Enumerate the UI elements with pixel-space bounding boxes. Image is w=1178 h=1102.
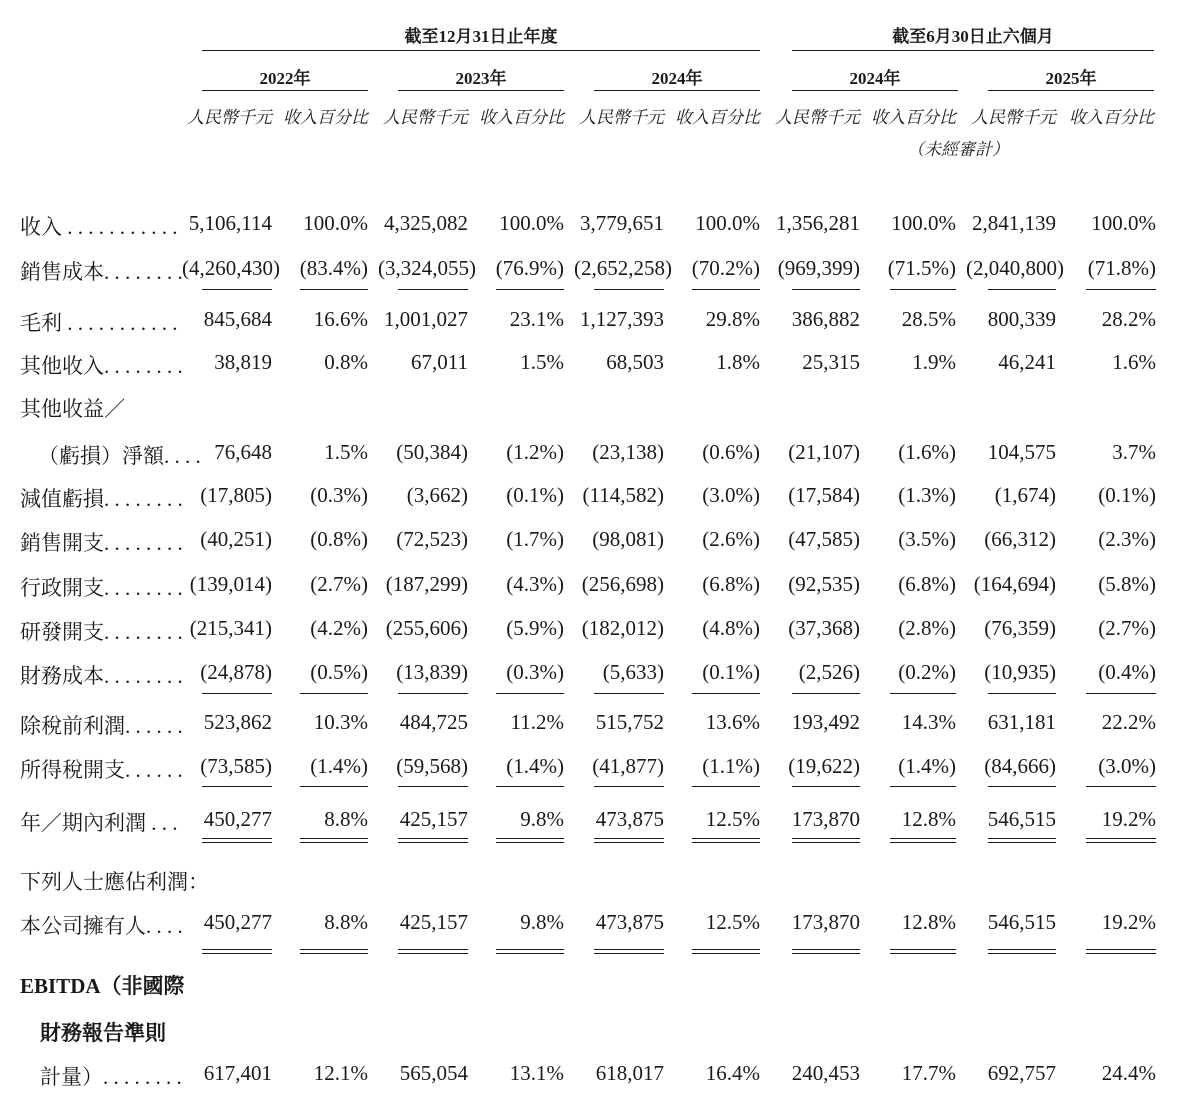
subtotal-rule — [202, 786, 272, 787]
subtotal-rule — [988, 289, 1056, 290]
percent-cell: 100.0% — [303, 211, 368, 235]
amount-cell: (1,674) — [994, 483, 1056, 507]
amount-cell: 67,011 — [411, 350, 468, 374]
double-underline — [792, 953, 860, 954]
percent-cell: (0.1%) — [1098, 483, 1156, 507]
double-underline — [398, 949, 468, 950]
year-rule — [792, 90, 958, 91]
percent-cell: (1.7%) — [506, 527, 564, 551]
amount-cell: 240,453 — [791, 1061, 860, 1085]
double-underline — [594, 838, 664, 839]
percent-cell: 12.5% — [705, 807, 760, 831]
amount-cell: (164,694) — [973, 572, 1056, 596]
percent-cell: 28.2% — [1101, 307, 1156, 331]
amount-cell: (47,585) — [788, 527, 860, 551]
amount-cell: 1,001,027 — [384, 307, 468, 331]
double-underline — [202, 953, 272, 954]
percent-cell: (1.2%) — [506, 440, 564, 464]
subtotal-rule — [792, 289, 860, 290]
amount-cell: 523,862 — [203, 710, 272, 734]
percent-cell: (1.3%) — [898, 483, 956, 507]
row-label-other-income: 其他收入. . . . . . . . — [20, 354, 183, 378]
double-underline — [202, 838, 272, 839]
amount-cell: 1,356,281 — [776, 211, 860, 235]
subtotal-rule — [1086, 786, 1156, 787]
double-underline — [1086, 842, 1156, 843]
percent-cell: 19.2% — [1101, 807, 1156, 831]
amount-cell: (969,399) — [777, 256, 860, 280]
double-underline — [988, 842, 1056, 843]
year-header: 2024年 — [651, 69, 703, 88]
subtotal-rule — [398, 693, 468, 694]
subtotal-rule — [792, 693, 860, 694]
double-underline — [594, 949, 664, 950]
subtotal-rule — [398, 786, 468, 787]
subtotal-rule — [890, 693, 956, 694]
year-rule — [594, 90, 760, 91]
subtotal-rule — [988, 693, 1056, 694]
percent-cell: (2.6%) — [702, 527, 760, 551]
amount-cell: 546,515 — [987, 910, 1056, 934]
percent-cell: (1.4%) — [506, 754, 564, 778]
amount-cell: 565,054 — [399, 1061, 468, 1085]
amount-cell: 173,870 — [791, 807, 860, 831]
percent-cell: 13.1% — [509, 1061, 564, 1085]
amount-cell: 193,492 — [791, 710, 860, 734]
unit-percent: 收入百分比 — [871, 108, 956, 127]
percent-cell: 1.5% — [324, 440, 368, 464]
amount-cell: (66,312) — [984, 527, 1056, 551]
double-underline — [890, 949, 956, 950]
row-label-ebitda-value: 計量）. . . . . . . . — [40, 1065, 182, 1089]
percent-cell: 16.6% — [313, 307, 368, 331]
amount-cell: (41,877) — [592, 754, 664, 778]
percent-cell: (0.2%) — [898, 660, 956, 684]
double-underline — [202, 949, 272, 950]
percent-cell: (71.8%) — [1087, 256, 1156, 280]
amount-cell: 38,819 — [214, 350, 272, 374]
percent-cell: (5.8%) — [1098, 572, 1156, 596]
amount-cell: 5,106,114 — [188, 211, 272, 235]
subtotal-rule — [890, 289, 956, 290]
percent-cell: 24.4% — [1101, 1061, 1156, 1085]
percent-cell: 100.0% — [695, 211, 760, 235]
percent-cell: (1.6%) — [898, 440, 956, 464]
percent-cell: 12.8% — [901, 807, 956, 831]
double-underline — [594, 953, 664, 954]
row-label-revenue: 收入 . . . . . . . . . . . — [20, 215, 178, 239]
amount-cell: (4,260,430) — [182, 256, 280, 280]
double-underline — [398, 953, 468, 954]
amount-cell: 68,503 — [606, 350, 664, 374]
amount-cell: (92,535) — [788, 572, 860, 596]
subtotal-rule — [300, 289, 368, 290]
percent-cell: (76.9%) — [495, 256, 564, 280]
row-label-profit-for-period: 年／期內利潤 . . . — [20, 811, 178, 835]
double-underline — [792, 949, 860, 950]
percent-cell: (0.6%) — [702, 440, 760, 464]
double-underline — [202, 842, 272, 843]
percent-cell: (0.8%) — [310, 527, 368, 551]
amount-cell: 25,315 — [802, 350, 860, 374]
row-label-finance-costs: 財務成本. . . . . . . . — [20, 664, 183, 688]
percent-cell: 1.5% — [520, 350, 564, 374]
amount-cell: (2,652,258) — [574, 256, 672, 280]
percent-cell: 16.4% — [705, 1061, 760, 1085]
percent-cell: (83.4%) — [299, 256, 368, 280]
amount-cell: 546,515 — [987, 807, 1056, 831]
amount-cell: 173,870 — [791, 910, 860, 934]
unit-percent: 收入百分比 — [1069, 108, 1154, 127]
amount-cell: 1,127,393 — [580, 307, 664, 331]
percent-cell: 28.5% — [901, 307, 956, 331]
percent-cell: 100.0% — [499, 211, 564, 235]
subtotal-rule — [1086, 289, 1156, 290]
amount-cell: 617,401 — [203, 1061, 272, 1085]
row-label-ebitda-label-1: EBITDA（非國際 — [20, 974, 185, 998]
subtotal-rule — [792, 786, 860, 787]
percent-cell: (6.8%) — [702, 572, 760, 596]
percent-cell: (0.1%) — [506, 483, 564, 507]
amount-cell: (84,666) — [984, 754, 1056, 778]
subtotal-rule — [300, 786, 368, 787]
year-header: 2022年 — [259, 69, 311, 88]
subtotal-rule — [594, 693, 664, 694]
amount-cell: (215,341) — [189, 616, 272, 640]
percent-cell: (71.5%) — [887, 256, 956, 280]
percent-cell: (2.7%) — [1098, 616, 1156, 640]
year-rule — [988, 90, 1154, 91]
row-label-rd-expenses: 研發開支. . . . . . . . — [20, 620, 183, 644]
row-label-admin-expenses: 行政開支. . . . . . . . — [20, 576, 183, 600]
unit-percent: 收入百分比 — [675, 108, 760, 127]
subtotal-rule — [692, 786, 760, 787]
amount-cell: (3,662) — [406, 483, 468, 507]
percent-cell: 8.8% — [324, 807, 368, 831]
percent-cell: (3.0%) — [1098, 754, 1156, 778]
amount-cell: 631,181 — [987, 710, 1056, 734]
percent-cell: 1.6% — [1112, 350, 1156, 374]
percent-cell: 13.6% — [705, 710, 760, 734]
percent-cell: 29.8% — [705, 307, 760, 331]
row-label-selling-expenses: 銷售開支. . . . . . . . — [20, 531, 183, 555]
unit-percent: 收入百分比 — [479, 108, 564, 127]
amount-cell: 515,752 — [595, 710, 664, 734]
percent-cell: 11.2% — [510, 710, 564, 734]
double-underline — [692, 949, 760, 950]
row-label-ebitda-label-2: 財務報告準則 — [40, 1021, 166, 1045]
percent-cell: 100.0% — [1091, 211, 1156, 235]
amount-cell: 425,157 — [399, 807, 468, 831]
percent-cell: (3.0%) — [702, 483, 760, 507]
amount-cell: 450,277 — [203, 910, 272, 934]
amount-cell: 386,882 — [791, 307, 860, 331]
amount-cell: 46,241 — [998, 350, 1056, 374]
percent-cell: 12.8% — [901, 910, 956, 934]
double-underline — [1086, 838, 1156, 839]
percent-cell: (6.8%) — [898, 572, 956, 596]
amount-cell: 4,325,082 — [384, 211, 468, 235]
unit-percent: 收入百分比 — [283, 108, 368, 127]
subtotal-rule — [692, 289, 760, 290]
percent-cell: (3.5%) — [898, 527, 956, 551]
double-underline — [1086, 953, 1156, 954]
percent-cell: (4.3%) — [506, 572, 564, 596]
amount-cell: 845,684 — [203, 307, 272, 331]
percent-cell: (0.1%) — [702, 660, 760, 684]
row-label-owners-of-company: 本公司擁有人. . . . — [20, 914, 183, 938]
double-underline — [692, 953, 760, 954]
unit-amount: 人民幣千元 — [383, 108, 468, 127]
unit-amount: 人民幣千元 — [187, 108, 272, 127]
subtotal-rule — [890, 786, 956, 787]
header-six-months-rule — [792, 50, 1154, 51]
percent-cell: (2.7%) — [310, 572, 368, 596]
double-underline — [496, 953, 564, 954]
percent-cell: 9.8% — [520, 910, 564, 934]
amount-cell: 104,575 — [987, 440, 1056, 464]
amount-cell: (5,633) — [602, 660, 664, 684]
percent-cell: (0.5%) — [310, 660, 368, 684]
row-label-attributable-label: 下列人士應佔利潤： — [20, 870, 209, 894]
percent-cell: (0.3%) — [310, 483, 368, 507]
subtotal-rule — [202, 693, 272, 694]
percent-cell: (70.2%) — [691, 256, 760, 280]
percent-cell: (1.1%) — [702, 754, 760, 778]
amount-cell: (114,582) — [582, 483, 664, 507]
double-underline — [496, 949, 564, 950]
amount-cell: (182,012) — [581, 616, 664, 640]
double-underline — [496, 838, 564, 839]
percent-cell: 0.8% — [324, 350, 368, 374]
year-header: 2023年 — [455, 69, 507, 88]
percent-cell: (5.9%) — [506, 616, 564, 640]
percent-cell: 8.8% — [324, 910, 368, 934]
unit-amount: 人民幣千元 — [579, 108, 664, 127]
amount-cell: (98,081) — [592, 527, 664, 551]
double-underline — [496, 842, 564, 843]
unaudited-note: （未經審計） — [907, 140, 1009, 159]
year-rule — [398, 90, 564, 91]
percent-cell: 12.5% — [705, 910, 760, 934]
amount-cell: (59,568) — [396, 754, 468, 778]
double-underline — [398, 838, 468, 839]
percent-cell: 100.0% — [891, 211, 956, 235]
subtotal-rule — [496, 693, 564, 694]
header-annual: 截至12月31日止年度 — [404, 27, 558, 46]
row-label-profit-before-tax: 除稅前利潤. . . . . . — [20, 714, 183, 738]
amount-cell: 76,648 — [214, 440, 272, 464]
amount-cell: 3,779,651 — [580, 211, 664, 235]
double-underline — [988, 838, 1056, 839]
percent-cell: 12.1% — [313, 1061, 368, 1085]
percent-cell: (2.8%) — [898, 616, 956, 640]
amount-cell: 450,277 — [203, 807, 272, 831]
year-header: 2024年 — [849, 69, 901, 88]
percent-cell: (2.3%) — [1098, 527, 1156, 551]
percent-cell: (0.4%) — [1098, 660, 1156, 684]
row-label-income-tax: 所得稅開支. . . . . . — [20, 758, 183, 782]
row-label-impairment-losses: 減值虧損. . . . . . . . — [20, 487, 183, 511]
double-underline — [1086, 949, 1156, 950]
amount-cell: 425,157 — [399, 910, 468, 934]
percent-cell: 22.2% — [1101, 710, 1156, 734]
amount-cell: 473,875 — [595, 910, 664, 934]
unit-amount: 人民幣千元 — [775, 108, 860, 127]
amount-cell: (255,606) — [385, 616, 468, 640]
percent-cell: 19.2% — [1101, 910, 1156, 934]
percent-cell: 9.8% — [520, 807, 564, 831]
subtotal-rule — [692, 693, 760, 694]
double-underline — [792, 838, 860, 839]
amount-cell: 473,875 — [595, 807, 664, 831]
percent-cell: (4.2%) — [310, 616, 368, 640]
double-underline — [890, 842, 956, 843]
amount-cell: (17,584) — [788, 483, 860, 507]
double-underline — [300, 949, 368, 950]
subtotal-rule — [202, 289, 272, 290]
subtotal-rule — [594, 289, 664, 290]
percent-cell: 1.9% — [912, 350, 956, 374]
subtotal-rule — [988, 786, 1056, 787]
double-underline — [792, 842, 860, 843]
subtotal-rule — [496, 289, 564, 290]
amount-cell: (24,878) — [200, 660, 272, 684]
double-underline — [300, 953, 368, 954]
subtotal-rule — [594, 786, 664, 787]
amount-cell: (10,935) — [984, 660, 1056, 684]
amount-cell: (50,384) — [396, 440, 468, 464]
percent-cell: 10.3% — [313, 710, 368, 734]
percent-cell: (0.3%) — [506, 660, 564, 684]
percent-cell: (1.4%) — [898, 754, 956, 778]
unit-amount: 人民幣千元 — [971, 108, 1056, 127]
amount-cell: (13,839) — [396, 660, 468, 684]
row-label-other-gains-label: 其他收益／ — [20, 397, 125, 421]
amount-cell: (37,368) — [788, 616, 860, 640]
amount-cell: (23,138) — [592, 440, 664, 464]
amount-cell: (139,014) — [189, 572, 272, 596]
amount-cell: 618,017 — [595, 1061, 664, 1085]
double-underline — [398, 842, 468, 843]
subtotal-rule — [496, 786, 564, 787]
double-underline — [300, 842, 368, 843]
amount-cell: (2,040,800) — [966, 256, 1064, 280]
percent-cell: (4.8%) — [702, 616, 760, 640]
amount-cell: (19,622) — [788, 754, 860, 778]
amount-cell: (3,324,055) — [378, 256, 476, 280]
percent-cell: 14.3% — [901, 710, 956, 734]
amount-cell: (73,585) — [200, 754, 272, 778]
subtotal-rule — [398, 289, 468, 290]
double-underline — [988, 949, 1056, 950]
amount-cell: (40,251) — [200, 527, 272, 551]
double-underline — [300, 838, 368, 839]
percent-cell: 1.8% — [716, 350, 760, 374]
amount-cell: (72,523) — [396, 527, 468, 551]
row-label-gross-profit: 毛利 . . . . . . . . . . . — [20, 311, 178, 335]
year-header: 2025年 — [1045, 69, 1097, 88]
percent-cell: 23.1% — [509, 307, 564, 331]
amount-cell: (2,526) — [798, 660, 860, 684]
amount-cell: (256,698) — [581, 572, 664, 596]
double-underline — [890, 838, 956, 839]
amount-cell: (21,107) — [788, 440, 860, 464]
double-underline — [890, 953, 956, 954]
double-underline — [988, 953, 1056, 954]
amount-cell: 692,757 — [987, 1061, 1056, 1085]
double-underline — [692, 842, 760, 843]
amount-cell: 800,339 — [987, 307, 1056, 331]
subtotal-rule — [1086, 693, 1156, 694]
row-label-cost-of-sales: 銷售成本. . . . . . . . — [20, 260, 183, 284]
header-annual-rule — [202, 50, 760, 51]
amount-cell: 484,725 — [399, 710, 468, 734]
double-underline — [692, 838, 760, 839]
double-underline — [594, 842, 664, 843]
percent-cell: 3.7% — [1112, 440, 1156, 464]
subtotal-rule — [300, 693, 368, 694]
amount-cell: (187,299) — [385, 572, 468, 596]
amount-cell: (76,359) — [984, 616, 1056, 640]
row-label-other-gains-net: （虧損）淨額. . . . — [38, 444, 201, 468]
percent-cell: 17.7% — [901, 1061, 956, 1085]
year-rule — [202, 90, 368, 91]
header-six-months: 截至6月30日止六個月 — [892, 27, 1054, 46]
percent-cell: (1.4%) — [310, 754, 368, 778]
amount-cell: (17,805) — [200, 483, 272, 507]
amount-cell: 2,841,139 — [972, 211, 1056, 235]
